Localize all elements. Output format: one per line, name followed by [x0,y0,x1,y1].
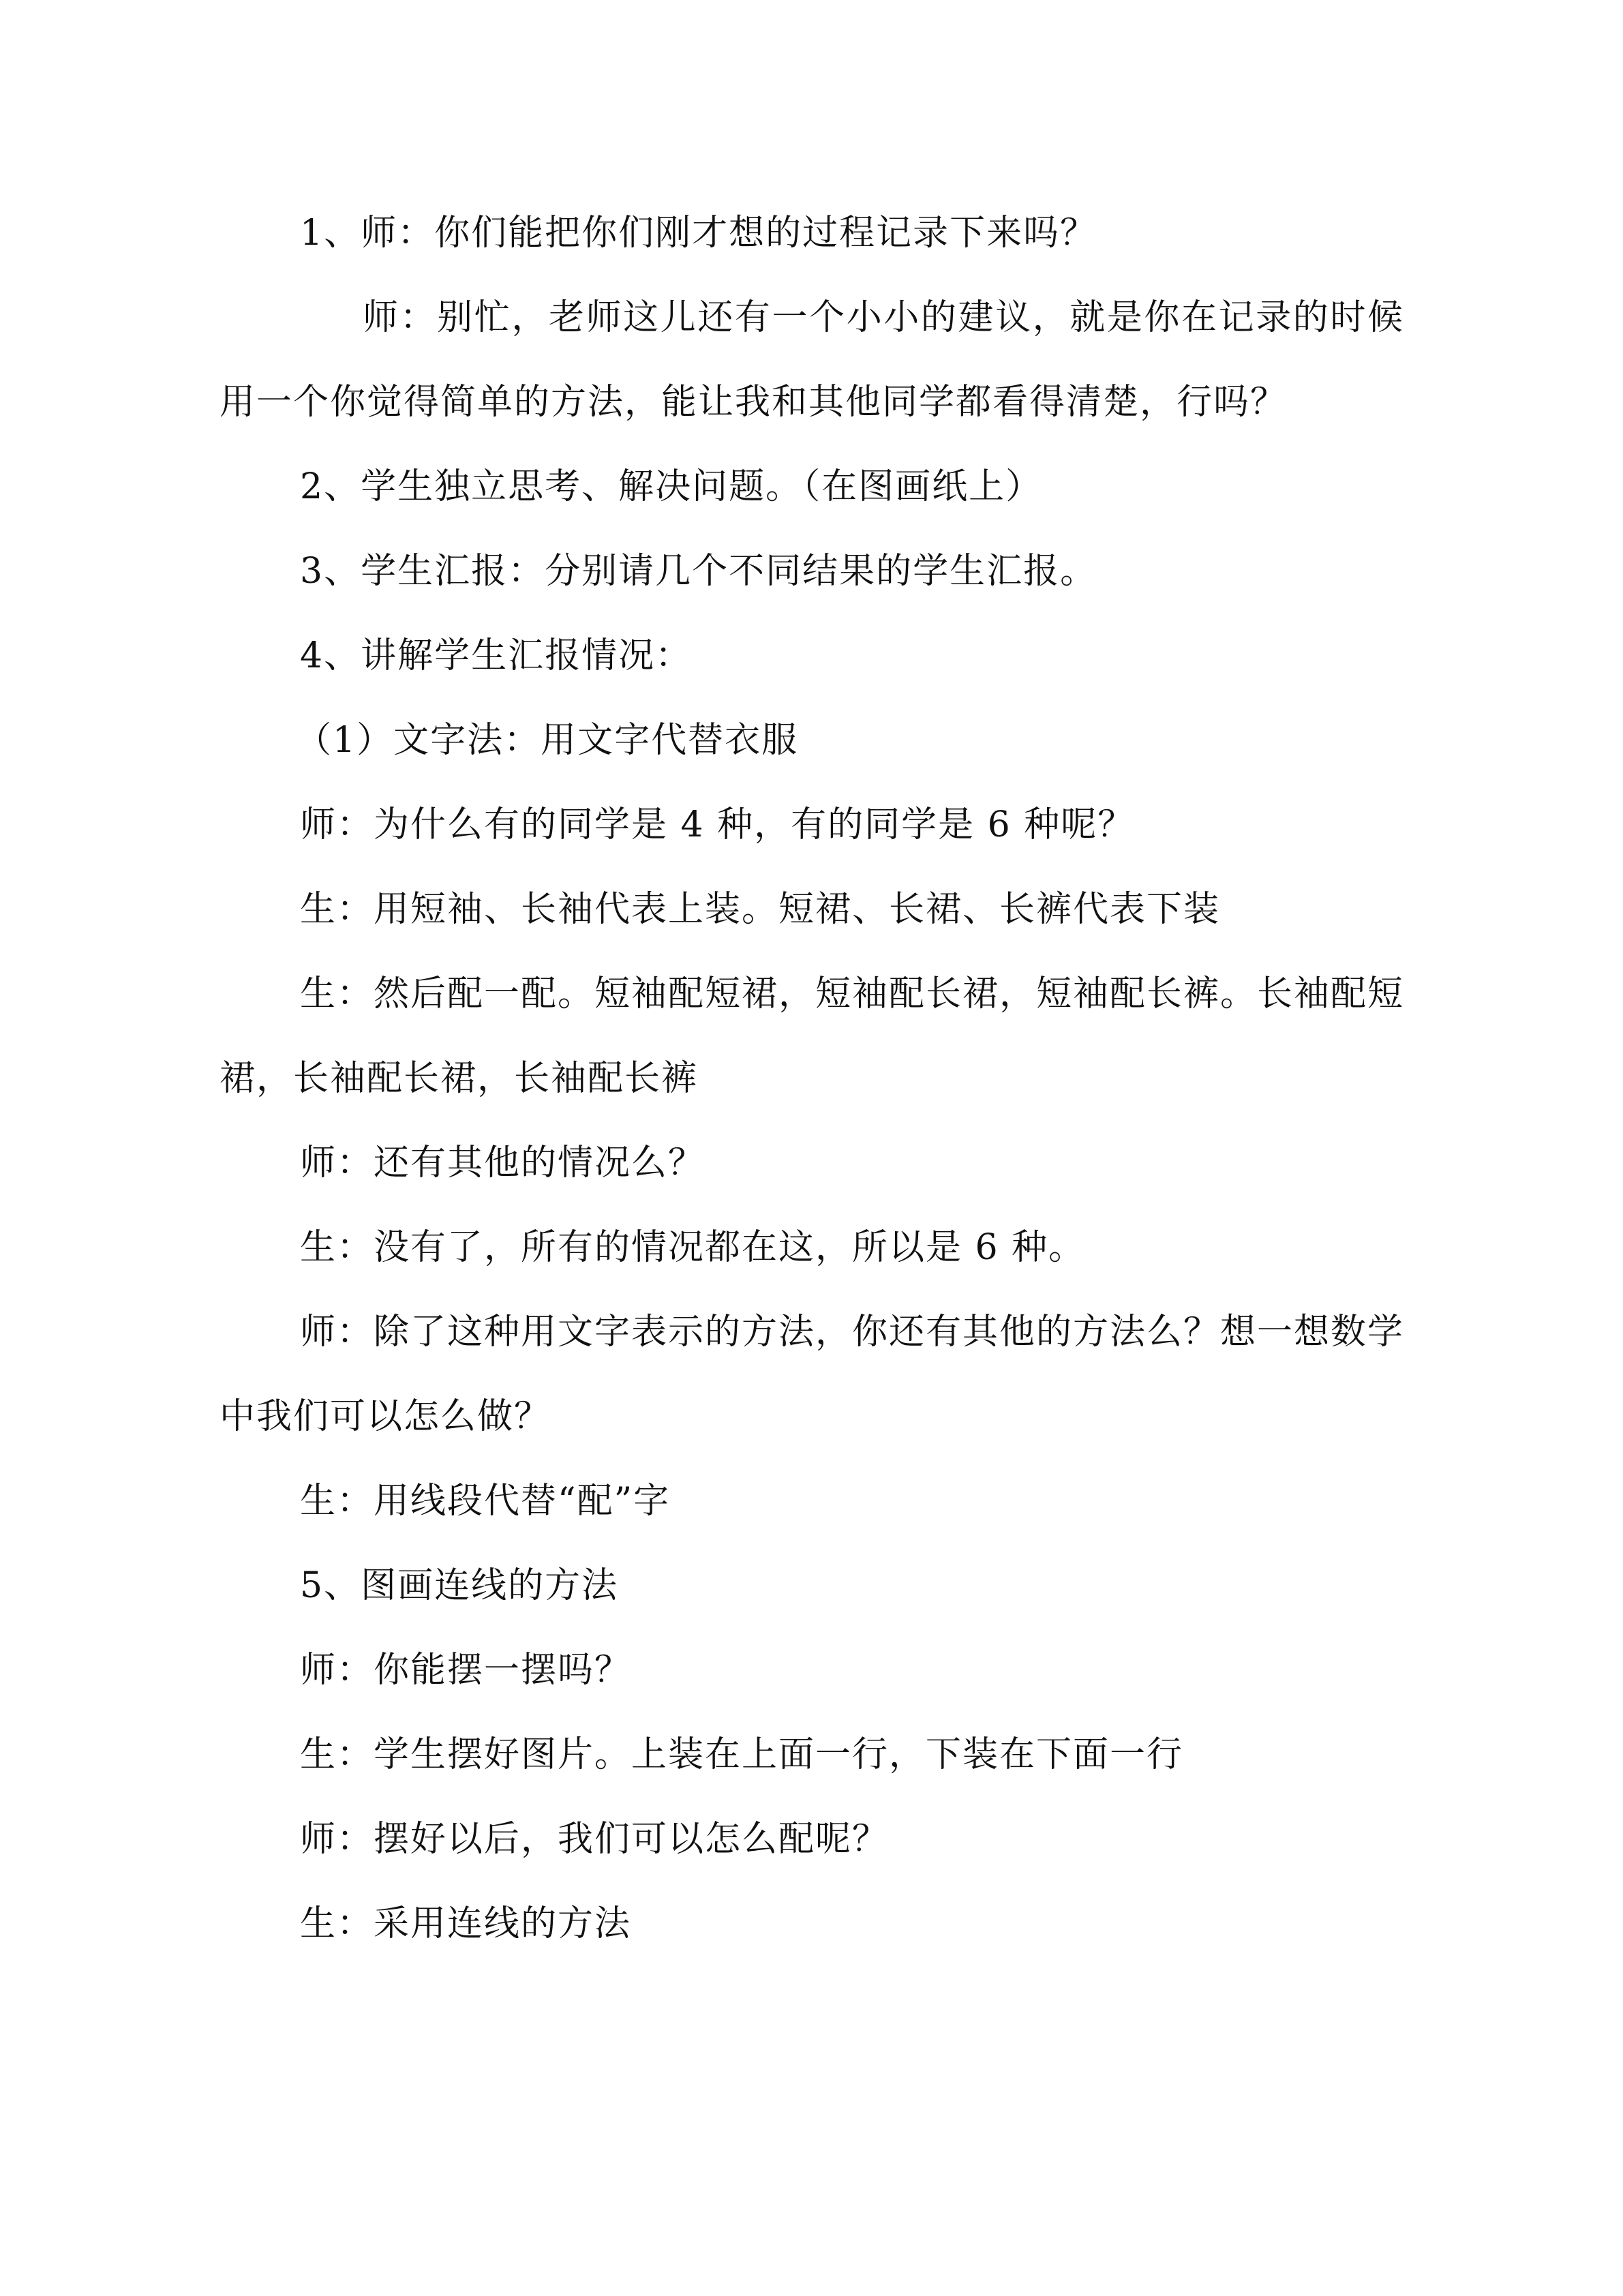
paragraph-12: 师：除了这种用文字表示的方法，你还有其他的方法么？想一想数学中我们可以怎么做？ [219,1312,1405,1437]
paragraph-17: 师：摆好以后，我们可以怎么配呢？ [300,1819,890,1860]
paragraph-8: 生：用短袖、长袖代表上装。短裙、长裙、长裤代表下装 [300,889,1221,930]
paragraph-11: 生：没有了，所有的情况都在这，所以是 6 种。 [300,1227,1086,1268]
paragraph-3: 2、学生独立思考、解决问题。（在图画纸上） [300,466,1043,507]
paragraph-16: 生：学生摆好图片。上装在上面一行，下装在下面一行 [300,1734,1184,1775]
paragraph-13: 生：用线段代替“配”字 [300,1481,671,1522]
paragraph-9: 生：然后配一配。短袖配短裙，短袖配长裙，短袖配长裤。长袖配短裙，长袖配长裙，长袖配长裤 [219,973,1405,1099]
paragraph-10: 师：还有其他的情况么？ [300,1143,706,1183]
paragraph-6: （1）文字法：用文字代替衣服 [296,720,799,761]
paragraph-15: 师：你能摆一摆吗？ [300,1650,632,1691]
paragraph-2: 师：别忙，老师这儿还有一个小小的建议，就是你在记录的时候用一个你觉得简单的方法，能让我和其他同学都看得清楚，行吗？ [219,297,1404,423]
paragraph-14: 5、图画连线的方法 [300,1565,619,1606]
paragraph-5: 4、讲解学生汇报情况： [300,635,693,676]
document-body [219,191,1404,1966]
paragraph-1: 1、师：你们能把你们刚才想的过程记录下来吗？ [300,213,1097,254]
paragraph-4: 3、学生汇报：分别请几个不同结果的学生汇报。 [300,551,1097,592]
paragraph-18: 生：采用连线的方法 [300,1903,632,1944]
paragraph-7: 师：为什么有的同学是 4 种，有的同学是 6 种呢？ [300,804,1135,845]
